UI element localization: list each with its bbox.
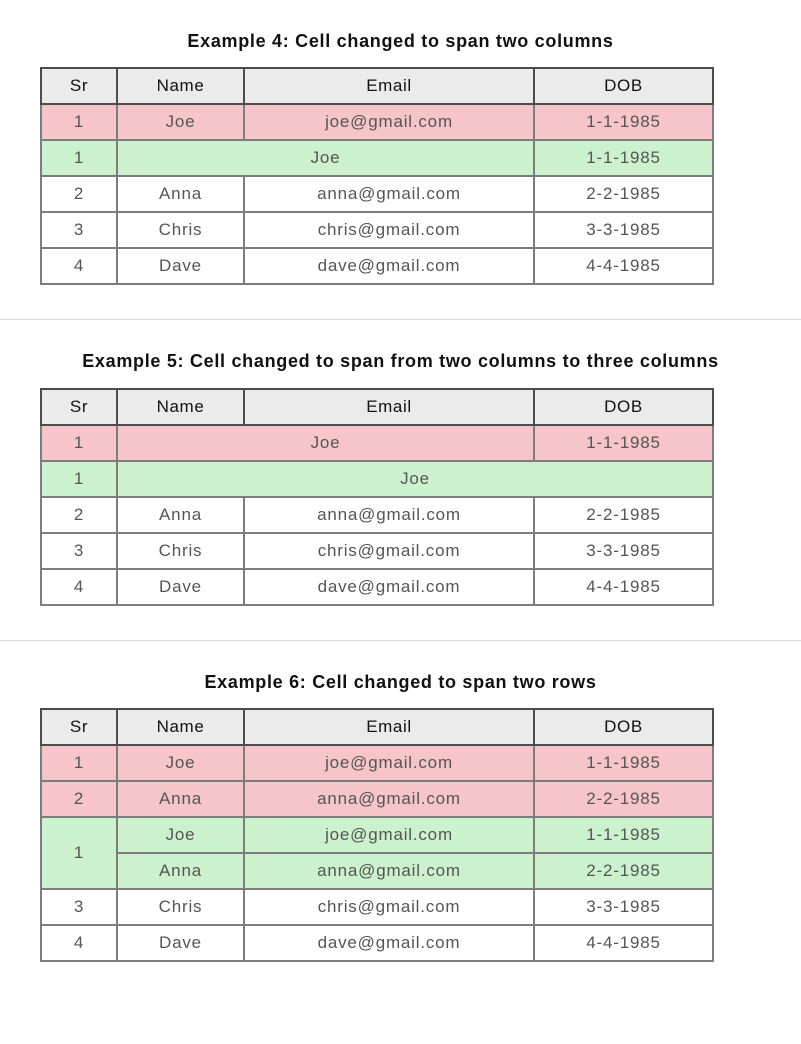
cell-email: anna@gmail.com bbox=[244, 176, 534, 212]
header-row bbox=[41, 68, 713, 104]
cell-dob: 1-1-1985 bbox=[534, 817, 713, 853]
cell-dob: 3-3-1985 bbox=[534, 212, 713, 248]
cell-sr: 4 bbox=[41, 925, 117, 961]
cell-email: joe@gmail.com bbox=[244, 817, 534, 853]
cell-sr: 1 bbox=[41, 104, 117, 140]
table-row bbox=[41, 461, 713, 497]
table-row bbox=[41, 569, 713, 605]
column-header-dob: DOB bbox=[534, 389, 713, 425]
examples-content bbox=[0, 30, 801, 962]
cell-dob: 2-2-1985 bbox=[534, 176, 713, 212]
section-title: Example 6: Cell changed to span two rows bbox=[204, 671, 597, 692]
cell-email: dave@gmail.com bbox=[244, 248, 534, 284]
example-section bbox=[0, 30, 801, 285]
cell-sr: 1 bbox=[41, 461, 117, 497]
section-title: Example 5: Cell changed to span from two columns to three columns bbox=[82, 351, 719, 372]
column-header-name: Name bbox=[117, 389, 244, 425]
table-row bbox=[41, 176, 713, 212]
section-divider bbox=[0, 640, 801, 641]
header-row bbox=[41, 709, 713, 745]
table-row bbox=[41, 104, 713, 140]
cell-dob: 2-2-1985 bbox=[534, 781, 713, 817]
cell-dob: 2-2-1985 bbox=[534, 853, 713, 889]
cell-dob: 1-1-1985 bbox=[534, 104, 713, 140]
cell-email: dave@gmail.com bbox=[244, 925, 534, 961]
cell-sr: 4 bbox=[41, 248, 117, 284]
cell-email: chris@gmail.com bbox=[244, 889, 534, 925]
table-row bbox=[41, 533, 713, 569]
table-row bbox=[41, 425, 713, 461]
column-header-dob: DOB bbox=[534, 68, 713, 104]
table-row bbox=[41, 497, 713, 533]
table-row bbox=[41, 817, 713, 853]
column-header-email: Email bbox=[244, 709, 534, 745]
cell-name: Joe bbox=[117, 104, 244, 140]
cell-name: Joe bbox=[117, 817, 244, 853]
cell-name: Joe bbox=[117, 461, 713, 497]
table-row bbox=[41, 925, 713, 961]
cell-email: anna@gmail.com bbox=[244, 781, 534, 817]
cell-name: Dave bbox=[117, 248, 244, 284]
column-header-name: Name bbox=[117, 709, 244, 745]
table-row bbox=[41, 248, 713, 284]
table-row bbox=[41, 745, 713, 781]
cell-email: joe@gmail.com bbox=[244, 104, 534, 140]
column-header-dob: DOB bbox=[534, 709, 713, 745]
cell-sr: 1 bbox=[41, 745, 117, 781]
table-row bbox=[41, 212, 713, 248]
cell-sr: 4 bbox=[41, 569, 117, 605]
cell-dob: 4-4-1985 bbox=[534, 925, 713, 961]
cell-email: joe@gmail.com bbox=[244, 745, 534, 781]
example-section bbox=[0, 350, 801, 605]
column-header-sr: Sr bbox=[41, 68, 117, 104]
cell-email: anna@gmail.com bbox=[244, 497, 534, 533]
cell-name: Chris bbox=[117, 212, 244, 248]
cell-email: anna@gmail.com bbox=[244, 853, 534, 889]
cell-sr: 3 bbox=[41, 889, 117, 925]
table-row bbox=[41, 853, 713, 889]
data-table bbox=[40, 388, 714, 606]
cell-name: Anna bbox=[117, 497, 244, 533]
cell-name: Joe bbox=[117, 140, 534, 176]
cell-email: dave@gmail.com bbox=[244, 569, 534, 605]
cell-dob: 4-4-1985 bbox=[534, 248, 713, 284]
cell-name: Anna bbox=[117, 853, 244, 889]
cell-dob: 4-4-1985 bbox=[534, 569, 713, 605]
cell-sr: 2 bbox=[41, 497, 117, 533]
cell-sr: 1 bbox=[41, 140, 117, 176]
cell-name: Joe bbox=[117, 425, 534, 461]
cell-sr: 1 bbox=[41, 817, 117, 889]
cell-name: Chris bbox=[117, 889, 244, 925]
table-row bbox=[41, 140, 713, 176]
cell-dob: 1-1-1985 bbox=[534, 140, 713, 176]
cell-dob: 3-3-1985 bbox=[534, 889, 713, 925]
column-header-sr: Sr bbox=[41, 709, 117, 745]
column-header-name: Name bbox=[117, 68, 244, 104]
cell-name: Anna bbox=[117, 781, 244, 817]
column-header-sr: Sr bbox=[41, 389, 117, 425]
cell-dob: 2-2-1985 bbox=[534, 497, 713, 533]
table-row bbox=[41, 781, 713, 817]
cell-email: chris@gmail.com bbox=[244, 533, 534, 569]
data-table bbox=[40, 708, 714, 962]
cell-sr: 2 bbox=[41, 176, 117, 212]
example-section bbox=[0, 671, 801, 962]
cell-sr: 3 bbox=[41, 533, 117, 569]
cell-name: Anna bbox=[117, 176, 244, 212]
cell-sr: 3 bbox=[41, 212, 117, 248]
column-header-email: Email bbox=[244, 68, 534, 104]
section-title: Example 4: Cell changed to span two columns bbox=[187, 31, 614, 51]
cell-name: Dave bbox=[117, 569, 244, 605]
table-row bbox=[41, 889, 713, 925]
column-header-email: Email bbox=[244, 389, 534, 425]
cell-sr: 2 bbox=[41, 781, 117, 817]
cell-name: Dave bbox=[117, 925, 244, 961]
cell-dob: 1-1-1985 bbox=[534, 745, 713, 781]
cell-name: Chris bbox=[117, 533, 244, 569]
cell-dob: 1-1-1985 bbox=[534, 425, 713, 461]
section-divider bbox=[0, 319, 801, 320]
header-row bbox=[41, 389, 713, 425]
cell-dob: 3-3-1985 bbox=[534, 533, 713, 569]
data-table bbox=[40, 67, 714, 285]
cell-sr: 1 bbox=[41, 425, 117, 461]
cell-email: chris@gmail.com bbox=[244, 212, 534, 248]
cell-name: Joe bbox=[117, 745, 244, 781]
